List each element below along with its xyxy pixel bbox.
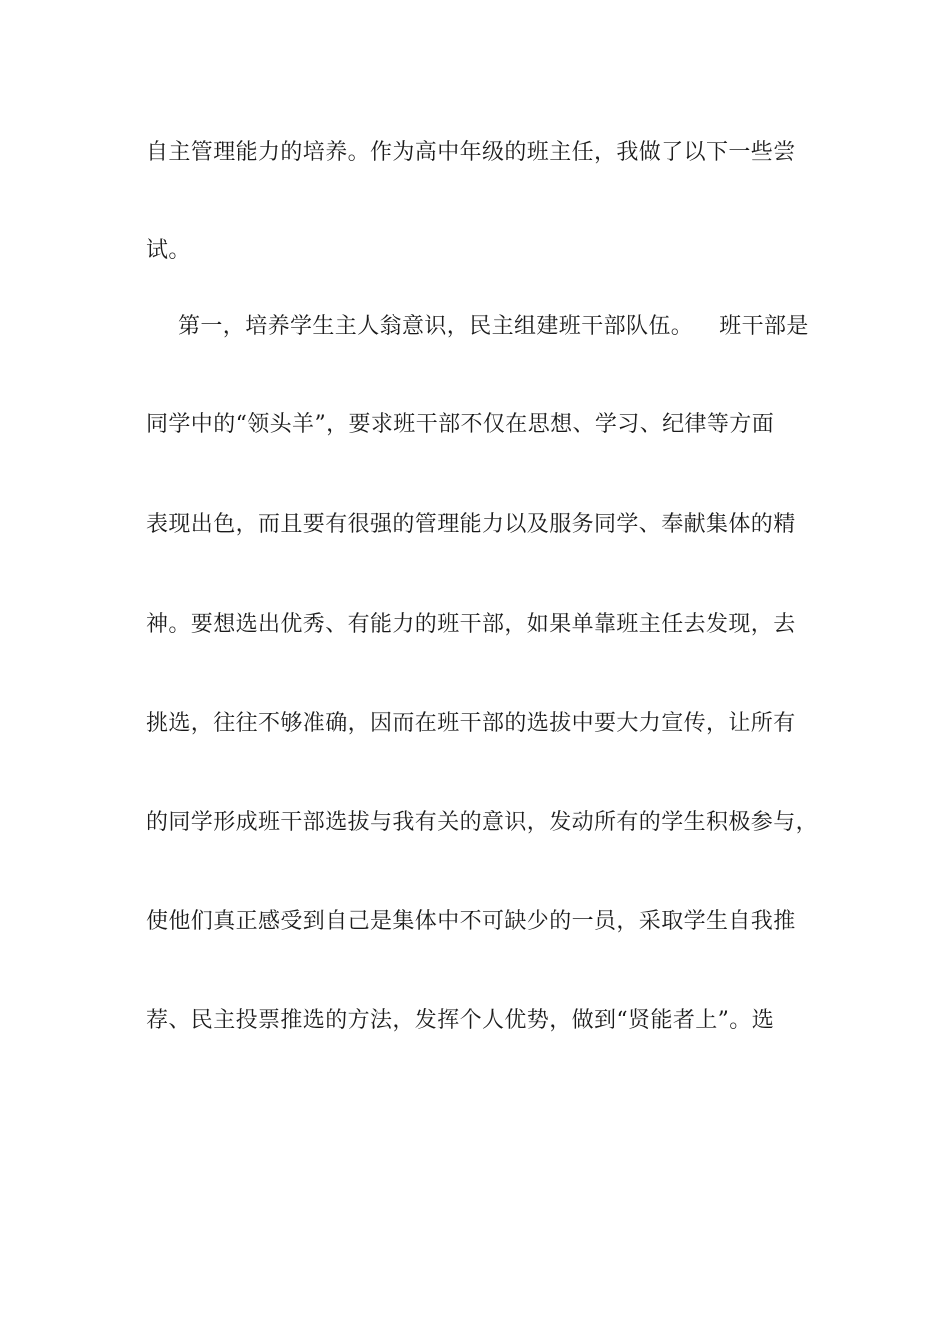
paragraph-line: 同学中的“领头羊”，要求班干部不仅在思想、学习、纪律等方面 [146,412,775,437]
paragraph-line: 挑选，往往不够准确，因而在班干部的选拔中要大力宣传，让所有 [146,711,796,736]
paragraph-first-line [178,312,826,342]
paragraph-line: 的同学形成班干部选拔与我有关的意识，发动所有的学生积极参与， [146,810,819,835]
paragraph-line: 表现出色，而且要有很强的管理能力以及服务同学、奉献集体的精 [146,512,796,537]
paragraph-line: 使他们真正感受到自己是集体中不可缺少的一员，采取学生自我推 [146,909,796,934]
paragraph-line-part: 班干部是 [719,314,809,339]
paragraph-line-part: 第一，培养学生主人翁意识，民主组建班干部队伍。 [178,314,694,339]
paragraph-line: 荐、民主投票推选的方法，发挥个人优势，做到“贤能者上”。选 [146,1008,775,1033]
paragraph-line: 试。 [146,238,191,263]
paragraph-line: 自主管理能力的培养。作为高中年级的班主任，我做了以下一些尝 [146,140,796,165]
paragraph-line: 神。要想选出优秀、有能力的班干部，如果单靠班主任去发现，去 [146,612,796,637]
